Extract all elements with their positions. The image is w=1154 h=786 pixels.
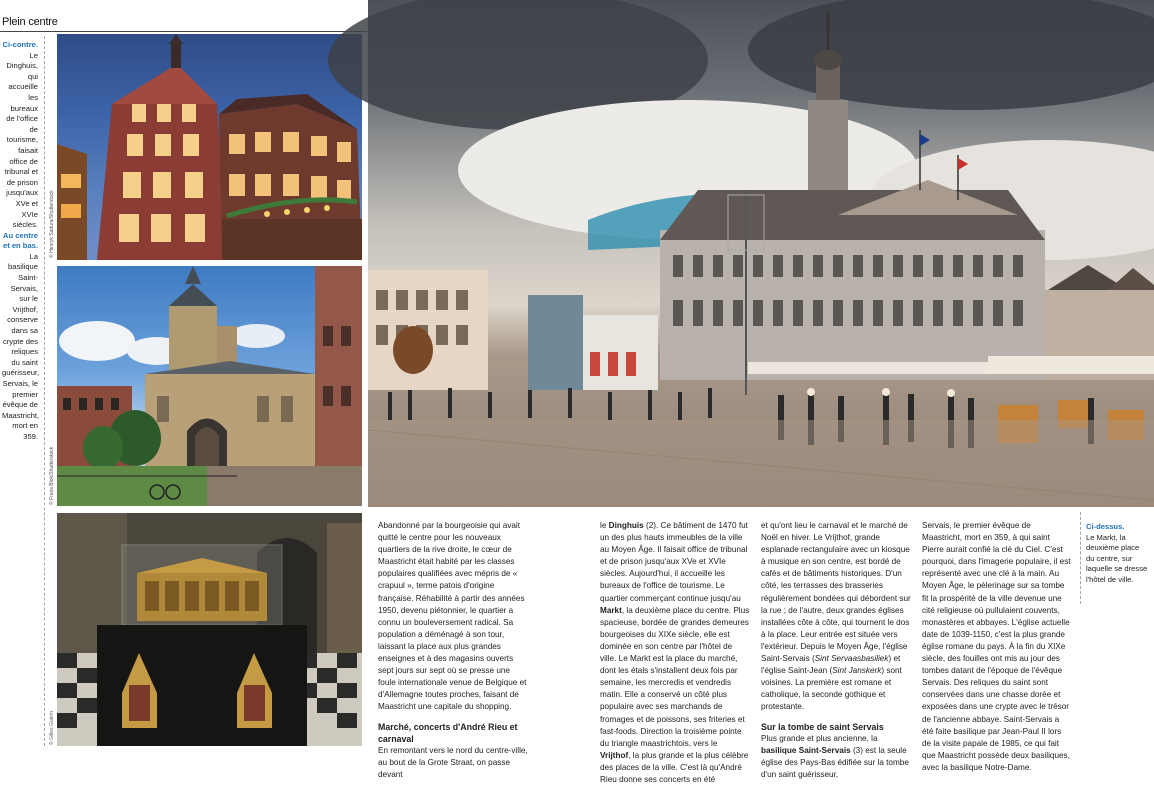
article-column-2 [600, 520, 750, 786]
article-paragraph: En remontant vers le nord du centre-ville, au bout de la Grote Straat, on passe devant [378, 745, 528, 779]
caption-text: La basilique Saint-Servais, sur le Vrijthof, conserve dans sa crypte des reliques du saint guérisseur, Servais, le premier évêque de Maastricht, mort en 359. [2, 251, 40, 441]
text-run: le [600, 521, 607, 530]
article-paragraph: Servais, le premier évêque de Maastricht, mort en 359, à qui saint Pierre aurait confié la clé du Ciel. C'est pourquoi, dans l'imagerie populaire, il est représenté avec une clé à la main. Au Moyen Âge, le pèlerinage sur sa tombe fit la prospérité de la ville devenue une cité religieuse où pullulaient couvents, monastères et abbayes. L'église actuelle date de 1039-1150, c'est la plus grande église romane du pays. À la fin du XIXe siècle, des fouilles ont mis au jour des tombes datant de l'époque de l'évêque Servais. Des reliques du saint sont conservées dans une chasse dorée et exposées dans une crypte avec le trésor de l'ancienne abbaye. Saint-Servais a été faite basilique par Jean-Paul II lors de la visite papale de 1985, ce qui fait que Maastricht possède deux basiliques, avec la basilique Notre-Dame. [922, 521, 1071, 772]
caption-highlight: Ci-dessus. [1086, 522, 1125, 531]
article-column-1 [378, 520, 528, 781]
photo-credit-dinghuis: © Henryk Sadura/Shutterstock [49, 190, 55, 258]
article-paragraph [761, 520, 911, 714]
place-name: Dinghuis [608, 521, 644, 530]
article-paragraph [761, 733, 911, 781]
place-name: Sint Janskerk [832, 666, 882, 676]
photo-credit-relics: © Gilles Guérin [49, 711, 55, 745]
section-label: Plein centre [2, 16, 58, 28]
article-column-3 [761, 520, 911, 781]
article-column-4 [922, 520, 1072, 774]
place-name: Vrijthof [600, 750, 629, 760]
text-run: Plus grande et plus ancienne, la [761, 733, 878, 743]
markt-photo [368, 0, 1154, 507]
text-run: , la deuxième place du centre. Plus spacieuse, bordée de grandes demeures bourgeoises du XIXe siècle, elle est dominée en son centre par l'hôtel de ville. Le Markt est la place du marché, dont les étals s'installent deux fois par semaine, les mercredis et vendredis matin. Elle a conservé un côté plus populaire avec ses marchands de fromages et de poissons, ses friteries et fast-foods. Direction la troisième pointe du triangle maastrichtois, vers le [600, 605, 750, 748]
text-run: (3) est la seule église des Pays-Bas édifiée sur la tombe d'un saint guérisseur, [761, 745, 909, 779]
caption-text: Le Dinghuis, qui accueille les bureaux de l'office de tourisme, faisait office de tribunal et de prison jusqu'aux XVe et XVIe siècles. [4, 50, 38, 230]
basilica-illustration [57, 266, 362, 506]
text-run: et qu'ont lieu le carnaval et le marché de Noël en hiver. Le Vrijthof, grande esplanade rectangulaire avec un kiosque à musique en son centre, est bordé de cafés et de bâtiments historiques. D'un côté, les terrasses des brasseries régulièrement bondées qui débordent sur la rue ; de l'autre, deux grandes églises installées côte à côte, qui tournent le dos à la place. Leur entrée est située vers l'extérieur. Depuis le Moyen Âge, l'église Saint-Servais ( [761, 521, 911, 664]
article-paragraph [600, 520, 750, 786]
photo-credit-basilica: © Frans Blok/Shutterstock [49, 446, 55, 505]
article-intro: Abandonné par la bourgeoisie qui avait quitté le centre pour les nouveaux quartiers de la rive droite, le cœur de Maastricht était habité par les classes populaires qualifiées avec mépris de « crapuul », terme patois d'origine française. Réhabilité à partir des années 1950, devenu piétonnier, le quartier a connu un bouleversement radical. Sa population a déménagé à son tour, laissant la place aux plus grandes enseignes et à des magasins ouverts sept jours sur sept où se presse une foule internationale venue de Belgique et d'Allemagne toutes proches, faisant de Maastricht une capitale du shopping. [378, 521, 527, 712]
text-run: , la plus grande et la plus célèbre des places de la ville. C'est là qu'André Rieu donne ses concerts en été [600, 750, 749, 784]
dinghuis-photo [57, 34, 362, 260]
relics-photo [57, 513, 362, 746]
basilica-photo [57, 266, 362, 506]
place-name: basilique Saint-Servais [761, 745, 851, 755]
article-subheading: Marché, concerts d'André Rieu et carnaval [378, 721, 518, 744]
markt-illustration [368, 0, 1154, 507]
section-rule [0, 31, 367, 32]
relics-illustration [57, 513, 362, 746]
article-subheading: Sur la tombe de saint Servais [761, 721, 884, 732]
text-run: ) et l'église Saint-Jean ( [761, 654, 901, 676]
right-caption [1086, 522, 1148, 586]
place-name: Markt [600, 605, 622, 615]
text-run: ) sont voisines. La première est romane et catholique, la seconde gothique et protestante. [761, 666, 902, 712]
caption-divider-left [44, 36, 45, 746]
place-name: Sint Servaasbasiliek [814, 654, 889, 664]
left-caption [2, 40, 38, 443]
caption-highlight: Au centre et en bas. [2, 230, 38, 251]
caption-divider-right [1080, 512, 1081, 604]
caption-text: Le Markt, la deuxième place du centre, sur laquelle se dresse l'hôtel de ville. [1086, 532, 1148, 584]
text-run: (2). Ce bâtiment de 1470 fut un des plus hauts immeubles de la ville au Moyen Âge. Il faisait office de tribunal et de prison jusqu'aux XVe et XVIe siècles. Aujourd'hui, il accueille les bureaux de l'office de tourisme. Le quartier commerçant continue jusqu'au [600, 521, 748, 603]
dinghuis-illustration [57, 34, 362, 260]
caption-highlight: Ci-contre. [2, 40, 38, 49]
